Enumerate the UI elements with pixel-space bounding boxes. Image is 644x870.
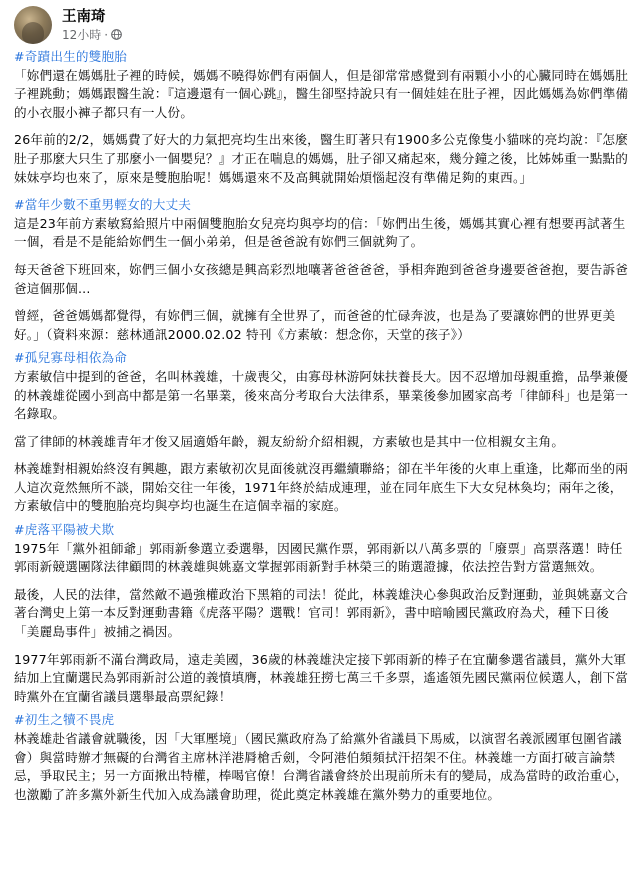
post-meta (62, 8, 122, 43)
hashtag-link[interactable]: #當年少數不重男輕女的大丈夫 (14, 197, 192, 213)
paragraph: 26年前的2/2，媽媽費了好大的力氣把亮均生出來後，醫生盯著只有1900多公克像隻小貓咪的亮均說：『怎麼肚子那麼大只生了那麼小一個嬰兒？』才正在喘息的媽媽，肚子卻又痛起來，幾分鐘之後，比姊姊重一點點的妹妹亭均也來了，原來是雙胞胎呢！媽媽還來不及高興就開始煩惱起沒有準備足夠的東西。」 (14, 132, 629, 185)
paragraph: 「妳們還在媽媽肚子裡的時候，媽媽不曉得妳們有兩個人，但是卻常常感覺到有兩顆小小的心臟同時在媽媽肚子裡跳動；媽媽跟醫生說：『這邊還有一個心跳』，醫生卻堅持說只有一個娃娃在肚子裡，因此媽媽為妳們準備的小衣服小褲子都只有一人份。 (14, 67, 629, 120)
author-name[interactable]: 王南琦 (62, 8, 106, 25)
hashtag-link[interactable]: #初生之犢不畏虎 (14, 712, 115, 728)
paragraph: 最後，人民的法律，當然敵不過強權政治下黑箱的司法！從此，林義雄決心參與政治反對運動，並與姚嘉文合著台灣史上第一本反對運動書籍《虎落平陽？選戰！官司！郭雨新》，書中暗喻國民黨政府為犬，種下日後「美麗島事件」被捕之禍因。 (14, 586, 629, 640)
paragraph: 1977年郭雨新不滿台灣政局，遠走美國，36歲的林義雄決定接下郭雨新的棒子在宜蘭參選省議員，黨外大軍結加上宜蘭選民為郭雨新討公道的義憤填膺，林義雄狂撈七萬三千多票，遙遙領先國民黨兩位候選人，創下當時黨外在宜蘭省議員選舉最高票紀錄！ (14, 651, 629, 704)
separator-dot: · (104, 27, 109, 42)
avatar[interactable] (14, 6, 52, 44)
post-subline (62, 27, 122, 43)
paragraph: 當了律師的林義雄青年才俊又屆適婚年齡，親友紛紛介紹相親，方素敏也是其中一位相親女主角。 (14, 433, 565, 449)
post-timestamp[interactable]: 12小時 (62, 27, 102, 42)
globe-icon[interactable] (111, 29, 122, 40)
hashtag-link[interactable]: #奇蹟出生的雙胞胎 (14, 49, 128, 64)
paragraph: 這是23年前方素敏寫給照片中兩個雙胞胎女兒亮均與亭均的信：「妳們出生後，媽媽其實心裡有想要再試著生一個，看是不是能給妳們生一個小弟弟，但是爸爸說有妳們三個就夠了。 (14, 215, 626, 250)
paragraph: 曾經，爸爸媽媽都覺得，有妳們三個，就擁有全世界了，而爸爸的忙碌奔波，也是為了要讓妳們的世界更美好。」（資料來源：慈林通訊2000.02.02 特刊《方素敏：想念你，天堂的孩子》） (14, 308, 616, 342)
paragraph: 方素敏信中提到的爸爸，名叫林義雄，十歲喪父，由寡母林游阿妹扶養長大。因不忍增加母親重擔，品學兼優的林義雄從國小到高中都是第一名畢業，後來高分考取台大法律系，畢業後參加國家高考「律師科」也是第一名錄取。 (14, 368, 629, 422)
hashtag-link[interactable]: #孤兒寡母相依為命 (14, 350, 128, 366)
paragraph: 每天爸爸下班回來，妳們三個小女孩總是興高彩烈地嚷著爸爸爸爸，爭相奔跑到爸爸身邊要爸爸抱，要告訴爸爸這個那個... (14, 261, 629, 296)
paragraph: 林義雄赴省議會就職後，因「大軍壓境」（國民黨政府為了給黨外省議員下馬威，以演習名義派國軍包圍省議會）與當時辦才無礙的台灣省主席林洋港脣槍舌劍，令阿港伯頻頻拭汗招架不住。林義雄一方面打破言論禁忌，爭取民主；另一方面揪出特權，棒喝官僚！台灣省議會終於出現前所未有的變局，成為當時的政治重心，也激勵了許多黨外新生代加入成為議會助理，從此奠定林義雄在黨外勢力的重要地位。 (14, 731, 629, 802)
post-header (14, 0, 630, 48)
paragraph: 林義雄對相親始終沒有興趣，跟方素敏初次見面後就沒再繼續聯絡；卻在半年後的火車上重逢，比鄰而坐的兩人這次竟然無所不談，開始交往一年後，1971年終於結成連理，並在同年底生下大女兒林奐均；兩年之後，方素敏信中的雙胞胎亮均與亭均也誕生在這個幸福的家庭。 (14, 461, 629, 514)
post-body (14, 48, 630, 804)
hashtag-link[interactable]: #虎落平陽被犬欺 (14, 522, 115, 538)
paragraph: 1975年「黨外祖師爺」郭雨新參選立委選舉，因國民黨作票，郭雨新以八萬多票的「廢票」高票落選！時任郭雨新競選團隊法律顧問的林義雄與姚嘉文掌握郭雨新對手林榮三的賄選證據，依法控告對方當選無效。 (14, 540, 623, 575)
